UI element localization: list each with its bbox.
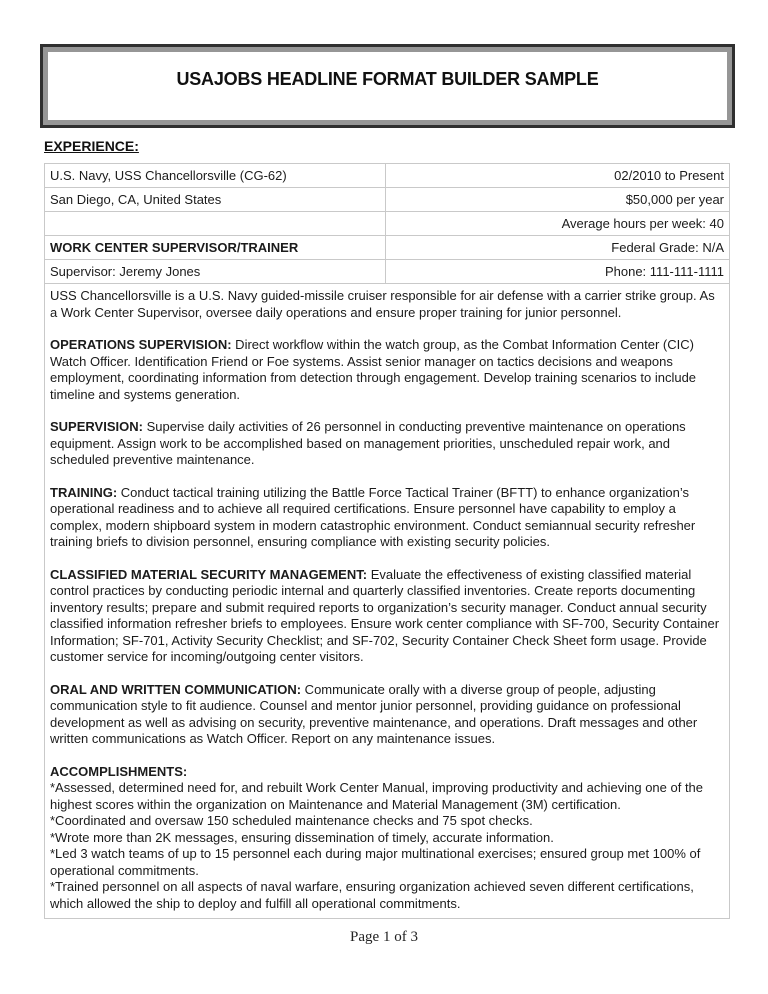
operations-supervision-paragraph [50,337,723,403]
section-label: TRAINING: [50,484,118,500]
table-row [45,164,729,188]
table-row [45,188,729,212]
location-cell: San Diego, CA, United States [50,192,222,207]
header-sample-box-inner [48,52,727,120]
job-description-cell [45,284,729,918]
phone-cell: Phone: 111-111-1111 [385,260,729,283]
training-paragraph [50,485,723,551]
document-title: USAJOBS HEADLINE FORMAT BUILDER SAMPLE [176,69,599,89]
table-row [45,212,729,236]
section-label: CLASSIFIED MATERIAL SECURITY MANAGEMENT: [50,566,368,582]
section-label: SUPERVISION: [50,419,143,434]
oral-written-communication-paragraph [50,682,723,748]
accomplishments-block [50,764,723,913]
table-row [45,260,729,284]
section-text: Evaluate the effectiveness of existing classified material control practices by conducting periodic internal and quarterly classified inventories. Create reports documenting inventory results; prepare and submit required reports to organization’s security manager. Conduct annual security classified information refresher briefs to employees. Ensure work center compliance with SF-700, Security Container Information; SF-701, Activity Security Checklist; and SF-702, Security Container Check Sheet form usage. Provide customer service for incoming/outgoing center visitors. [50,566,720,664]
section-text: Conduct tactical training utilizing the Battle Force Tactical Trainer (BFTT) to enhance organization’s operational readiness and to achieve all required certifications. Ensure personnel have capability to employ a complex, modern shipboard system in modern catastrophic environment. Conduct semiannual security refresher training briefs to division personnel, ensuring compliance with existing security policies. [50,484,696,549]
section-label: OPERATIONS SUPERVISION: [50,337,232,352]
accomplishments-label: ACCOMPLISHMENTS: [50,763,188,779]
accomplishment-item: *Coordinated and oversaw 150 scheduled maintenance checks and 75 spot checks. [50,813,533,828]
supervisor-cell: Supervisor: Jeremy Jones [50,264,201,279]
accomplishment-item: *Trained personnel on all aspects of naval warfare, ensuring organization achieved seven different certifications, which allowed the ship to deploy and fulfill all operational commitments. [50,879,694,911]
accomplishment-item: *Assessed, determined need for, and rebuilt Work Center Manual, improving productivity and achieving one of the highest scores within the organization on Maintenance and Material Management (3M) certification. [50,780,704,812]
section-text: Direct workflow within the watch group, as the Combat Information Center (CIC) Watch Officer. Identification Friend or Foe systems. Assist senior manager on tactics decisions and weapons employment, coordinating information from detection through engagement. Develop training scenarios to include timeline and systems generation. [50,337,697,402]
accomplishment-item: *Led 3 watch teams of up to 15 personnel each during major multinational exercises; ensured group met 100% of operational commitments. [50,846,701,878]
section-text: Supervise daily activities of 26 personnel in conducting preventive maintenance on operations equipment. Assign work to be accomplished based on management priorities, unscheduled repair work, and scheduled preventive maintenance. [50,419,686,467]
employer-cell: U.S. Navy, USS Chancellorsville (CG-62) [50,168,287,183]
hours-cell: Average hours per week: 40 [385,212,729,235]
experience-section-heading: EXPERIENCE: [44,138,139,154]
experience-table [44,163,730,919]
accomplishment-item: *Wrote more than 2K messages, ensuring dissemination of timely, accurate information. [50,829,554,845]
empty-cell [45,212,385,235]
job-title-cell: WORK CENTER SUPERVISOR/TRAINER [50,240,299,255]
table-row [45,236,729,260]
intro-paragraph: USS Chancellorsville is a U.S. Navy guided-missile cruiser responsible for air defense with a carrier strike group. As a Work Center Supervisor, oversee daily operations and ensure proper training for junior personnel. [50,288,715,320]
page-number-footer: Page 1 of 3 [350,929,418,945]
federal-grade-cell: Federal Grade: N/A [385,236,729,259]
salary-cell: $50,000 per year [385,188,729,211]
section-label: ORAL AND WRITTEN COMMUNICATION: [50,681,302,697]
dates-cell: 02/2010 to Present [385,164,729,187]
section-text: Communicate orally with a diverse group of people, adjusting communication style to fit audience. Counsel and mentor junior personnel, providing guidance on professional development as well as advising on security, preventive maintenance, and operations. Draft messages and other written communications as Watch Officer. Report on any maintenance issues. [50,681,698,746]
supervision-paragraph [50,419,723,469]
classified-material-paragraph [50,567,723,666]
header-sample-box [40,44,735,128]
